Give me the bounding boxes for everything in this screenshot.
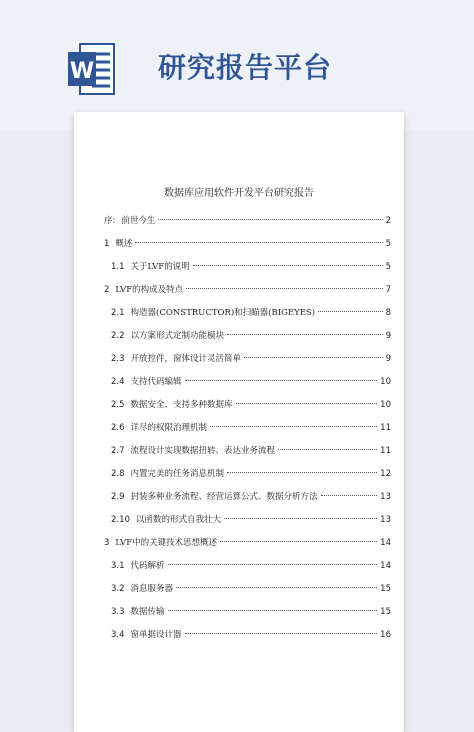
toc-entry-label: 数据传输 [130,607,165,617]
toc-leader-dots [224,518,377,519]
toc-entry[interactable] [104,233,391,256]
toc-entry-number: 2.7 [111,446,125,456]
toc-entry[interactable] [104,371,391,394]
toc-entry-page: 11 [380,446,391,456]
toc-entry[interactable] [104,532,391,555]
table-of-contents [104,210,391,647]
toc-entry-number: 序: [104,216,116,226]
toc-entry-label: 前世今生 [121,216,156,226]
toc-entry-label: 概述 [115,239,133,249]
toc-entry-number: 2.2 [111,331,125,341]
toc-entry-label: 数据安全、支持多种数据库 [130,400,233,410]
toc-leader-dots [168,610,378,611]
toc-entry-label: LVF的构成及特点 [115,285,184,295]
toc-entry-page: 14 [380,561,391,571]
toc-leader-dots [227,472,377,473]
toc-entry-label: 以函数的形式自我壮大 [135,515,221,525]
toc-entry-label: 关于LVF的说明 [130,262,190,272]
toc-entry-number: 2.6 [111,423,125,433]
document-page [74,112,404,732]
toc-entry-page: 5 [385,262,391,272]
toc-leader-dots [193,265,383,266]
toc-entry-label: 构造器(CONSTRUCTOR)和扫瞄器(BIGEYES) [130,308,316,318]
word-icon-letter: W [69,59,95,84]
toc-entry-number: 2.1 [111,308,125,318]
toc-entry-label: 支持代码编辑 [130,377,182,387]
toc-leader-dots [227,334,383,335]
toc-entry-page: 10 [380,377,391,387]
toc-entry-number: 2.10 [111,515,130,525]
toc-leader-dots [185,380,378,381]
toc-entry[interactable] [104,325,391,348]
toc-leader-dots [278,449,377,450]
toc-entry-number: 3.2 [111,584,125,594]
banner-title: 研究报告平台 [158,51,333,84]
toc-entry-label: 流程设计实现数据扭转、表达业务流程 [130,446,276,456]
toc-entry-page: 5 [385,239,391,249]
toc-leader-dots [176,587,377,588]
toc-entry-number: 3.3 [111,607,125,617]
toc-entry-label: 内置完美的任务消息机制 [130,469,225,479]
toc-entry-label: 开放控件，窗体设计灵活简单 [130,354,242,364]
toc-entry-number: 2.9 [111,492,125,502]
toc-entry[interactable] [104,624,391,647]
toc-entry-number: 2 [104,285,110,295]
toc-entry[interactable] [104,578,391,601]
toc-entry-label: 消息服务器 [130,584,174,594]
toc-entry[interactable] [104,486,391,509]
banner [0,0,474,130]
toc-entry-page: 9 [385,331,391,341]
toc-leader-dots [158,219,382,220]
toc-entry[interactable] [104,279,391,302]
toc-leader-dots [185,633,378,634]
toc-entry-page: 14 [380,538,391,548]
toc-entry[interactable] [104,348,391,371]
toc-entry[interactable] [104,256,391,279]
toc-entry-page: 15 [380,584,391,594]
toc-entry[interactable] [104,463,391,486]
word-document-icon [66,40,118,98]
toc-entry-number: 2.8 [111,469,125,479]
toc-entry-label: 代码解析 [130,561,165,571]
toc-leader-dots [244,357,383,358]
toc-entry-page: 8 [385,308,391,318]
toc-entry-page: 11 [380,423,391,433]
toc-leader-dots [186,288,382,289]
toc-entry-number: 3.1 [111,561,125,571]
toc-entry-label: LVF中的关键技术思想概述 [115,538,218,548]
toc-entry-number: 1 [104,239,110,249]
toc-entry-page: 16 [380,630,391,640]
toc-entry-label: 封装多种业务流程、经营运算公式、数据分析方法 [130,492,318,502]
toc-entry[interactable] [104,210,391,233]
toc-entry-number: 2.4 [111,377,125,387]
toc-entry-number: 3 [104,538,110,548]
toc-entry-page: 15 [380,607,391,617]
toc-leader-dots [168,564,378,565]
toc-entry-label: 详尽的权限治理机制 [130,423,208,433]
toc-entry-number: 3.4 [111,630,125,640]
toc-leader-dots [318,311,383,312]
toc-entry-label: 以方案形式定制功能模块 [130,331,225,341]
toc-entry[interactable] [104,417,391,440]
toc-entry-page: 9 [385,354,391,364]
toc-entry[interactable] [104,440,391,463]
toc-leader-dots [321,495,378,496]
toc-entry-page: 7 [385,285,391,295]
toc-leader-dots [210,426,377,427]
toc-entry[interactable] [104,601,391,624]
toc-entry[interactable] [104,555,391,578]
toc-leader-dots [220,541,377,542]
toc-leader-dots [236,403,378,404]
toc-entry-number: 2.3 [111,354,125,364]
toc-entry-page: 12 [380,469,391,479]
toc-entry-number: 1.1 [111,262,125,272]
toc-entry[interactable] [104,394,391,417]
toc-entry-number: 2.5 [111,400,125,410]
toc-entry[interactable] [104,509,391,532]
toc-entry-page: 2 [385,216,391,226]
toc-entry-label: 窗单据设计器 [130,630,182,640]
document-title: 数据库应用软件开发平台研究报告 [164,188,314,199]
toc-entry[interactable] [104,302,391,325]
toc-entry-page: 13 [380,492,391,502]
toc-entry-page: 13 [380,515,391,525]
toc-leader-dots [135,242,382,243]
toc-entry-page: 10 [380,400,391,410]
